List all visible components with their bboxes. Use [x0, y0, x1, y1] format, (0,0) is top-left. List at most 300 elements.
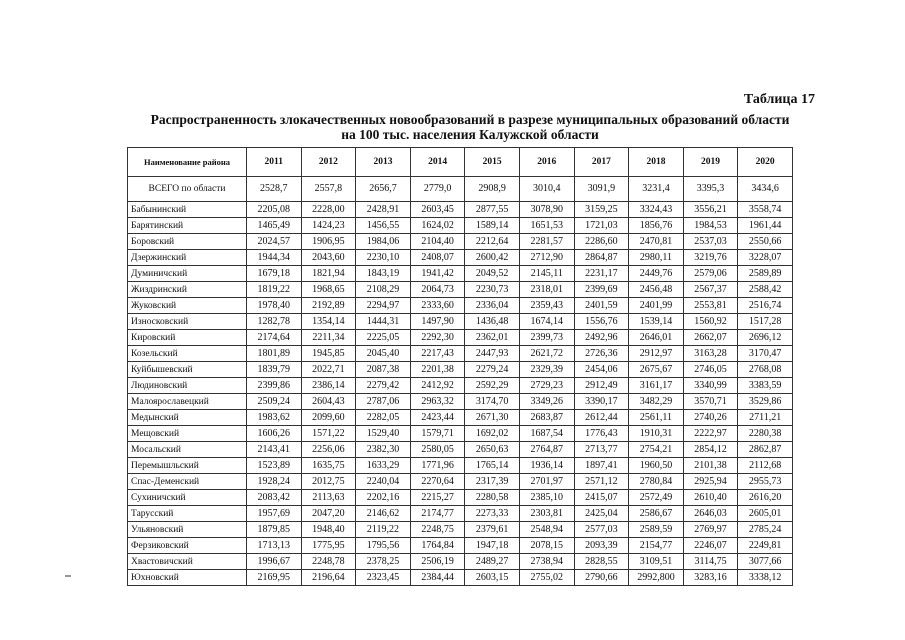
table-cell: 2230,10 [356, 250, 411, 266]
table-cell: 2650,63 [465, 442, 520, 458]
table-cell: 1984,06 [356, 234, 411, 250]
table-cell: 1906,95 [301, 234, 356, 250]
table-cell: 2769,97 [683, 522, 738, 538]
district-name: Мосальский [128, 442, 247, 458]
table-cell: 1856,76 [629, 218, 684, 234]
table-cell: 2740,26 [683, 410, 738, 426]
document-title-line-2: на 100 тыс. населения Калужской области [341, 127, 599, 142]
table-cell: 2412,92 [410, 378, 465, 394]
table-cell: 1978,40 [247, 298, 302, 314]
table-cell: 2955,73 [738, 474, 793, 490]
table-cell: 2610,40 [683, 490, 738, 506]
table-cell: 1436,48 [465, 314, 520, 330]
table-cell: 2604,43 [301, 394, 356, 410]
table-cell: 1633,29 [356, 458, 411, 474]
year-header: 2017 [574, 148, 629, 177]
table-cell: 1589,14 [465, 218, 520, 234]
table-cell: 1771,96 [410, 458, 465, 474]
total-cell: 3434,6 [738, 177, 793, 202]
table-cell: 2212,64 [465, 234, 520, 250]
table-cell: 2592,29 [465, 378, 520, 394]
table-cell: 3340,99 [683, 378, 738, 394]
table-cell: 3529,86 [738, 394, 793, 410]
table-row [128, 506, 793, 522]
table-cell: 2449,76 [629, 266, 684, 282]
table-cell: 2279,42 [356, 378, 411, 394]
table-cell: 1897,41 [574, 458, 629, 474]
table-cell: 2726,36 [574, 346, 629, 362]
table-cell: 2280,38 [738, 426, 793, 442]
table-cell: 1839,79 [247, 362, 302, 378]
table-cell: 2589,89 [738, 266, 793, 282]
table-cell: 2572,49 [629, 490, 684, 506]
table-cell: 2248,78 [301, 554, 356, 570]
district-name: Жиздринский [128, 282, 247, 298]
table-cell: 2064,73 [410, 282, 465, 298]
table-cell: 2228,00 [301, 202, 356, 218]
table-cell: 1941,42 [410, 266, 465, 282]
district-name: Жуковский [128, 298, 247, 314]
table-cell: 1983,62 [247, 410, 302, 426]
table-cell: 2580,05 [410, 442, 465, 458]
table-cell: 2579,06 [683, 266, 738, 282]
table-cell: 2600,42 [465, 250, 520, 266]
district-name-header: Наименование района [128, 148, 247, 177]
table-cell: 2754,21 [629, 442, 684, 458]
table-row [128, 314, 793, 330]
table-cell: 2589,59 [629, 522, 684, 538]
table-cell: 2385,10 [519, 490, 574, 506]
table-row [128, 458, 793, 474]
table-cell: 2489,27 [465, 554, 520, 570]
table-cell: 2701,97 [519, 474, 574, 490]
total-row [128, 177, 793, 202]
table-cell: 2078,15 [519, 538, 574, 554]
table-cell: 2646,01 [629, 330, 684, 346]
table-cell: 2112,68 [738, 458, 793, 474]
table-cell: 3228,07 [738, 250, 793, 266]
table-row [128, 266, 793, 282]
table-cell: 2279,24 [465, 362, 520, 378]
year-header: 2011 [247, 148, 302, 177]
table-cell: 2281,57 [519, 234, 574, 250]
table-cell: 2603,15 [465, 570, 520, 586]
table-cell: 3570,71 [683, 394, 738, 410]
table-cell: 2454,06 [574, 362, 629, 378]
table-cell: 2550,66 [738, 234, 793, 250]
table-cell: 1936,14 [519, 458, 574, 474]
table-cell: 2362,01 [465, 330, 520, 346]
district-name: Малоярославецкий [128, 394, 247, 410]
table-cell: 2318,01 [519, 282, 574, 298]
table-cell: 2246,07 [683, 538, 738, 554]
table-cell: 1606,26 [247, 426, 302, 442]
table-cell: 2231,17 [574, 266, 629, 282]
table-row [128, 234, 793, 250]
table-cell: 2196,64 [301, 570, 356, 586]
table-cell: 2561,11 [629, 410, 684, 426]
table-cell: 3558,74 [738, 202, 793, 218]
table-cell: 1801,89 [247, 346, 302, 362]
district-name: Людиновский [128, 378, 247, 394]
table-row [128, 362, 793, 378]
table-cell: 2675,67 [629, 362, 684, 378]
table-cell: 1821,94 [301, 266, 356, 282]
table-cell: 2379,61 [465, 522, 520, 538]
district-name: Бабынинский [128, 202, 247, 218]
table-row [128, 474, 793, 490]
table-row [128, 570, 793, 586]
table-cell: 2764,87 [519, 442, 574, 458]
table-cell: 2577,03 [574, 522, 629, 538]
table-cell: 2755,02 [519, 570, 574, 586]
table-cell: 1961,44 [738, 218, 793, 234]
table-row [128, 218, 793, 234]
table-cell: 2192,89 [301, 298, 356, 314]
district-name: Козельский [128, 346, 247, 362]
table-cell: 2104,40 [410, 234, 465, 250]
table-cell: 2217,43 [410, 346, 465, 362]
table-cell: 2215,27 [410, 490, 465, 506]
table-cell: 2280,58 [465, 490, 520, 506]
table-cell: 1910,31 [629, 426, 684, 442]
table-cell: 2087,38 [356, 362, 411, 378]
table-row [128, 394, 793, 410]
table-cell: 1984,53 [683, 218, 738, 234]
table-cell: 2012,75 [301, 474, 356, 490]
district-name: Юхновский [128, 570, 247, 586]
year-header: 2013 [356, 148, 411, 177]
table-cell: 2963,32 [410, 394, 465, 410]
table-cell: 2292,30 [410, 330, 465, 346]
table-cell: 2249,81 [738, 538, 793, 554]
table-cell: 1721,03 [574, 218, 629, 234]
table-cell: 1282,78 [247, 314, 302, 330]
table-cell: 2282,05 [356, 410, 411, 426]
table-cell: 1996,67 [247, 554, 302, 570]
table-cell: 3349,26 [519, 394, 574, 410]
table-cell: 2323,45 [356, 570, 411, 586]
table-cell: 2790,66 [574, 570, 629, 586]
table-cell: 1960,50 [629, 458, 684, 474]
table-cell: 2201,38 [410, 362, 465, 378]
table-cell: 2616,20 [738, 490, 793, 506]
total-cell: 3231,4 [629, 177, 684, 202]
table-cell: 3161,17 [629, 378, 684, 394]
table-cell: 1517,28 [738, 314, 793, 330]
table-cell: 2712,90 [519, 250, 574, 266]
table-cell: 1713,13 [247, 538, 302, 554]
table-cell: 2119,22 [356, 522, 411, 538]
table-cell: 2378,25 [356, 554, 411, 570]
table-number: Таблица 17 [743, 92, 815, 107]
table-cell: 2621,72 [519, 346, 574, 362]
table-cell: 1465,49 [247, 218, 302, 234]
table-cell: 2169,95 [247, 570, 302, 586]
table-cell: 2093,39 [574, 538, 629, 554]
table-cell: 2548,94 [519, 522, 574, 538]
table-row [128, 410, 793, 426]
table-cell: 2854,12 [683, 442, 738, 458]
table-cell: 3283,16 [683, 570, 738, 586]
table-cell: 3109,51 [629, 554, 684, 570]
year-header: 2016 [519, 148, 574, 177]
table-cell: 3482,29 [629, 394, 684, 410]
table-cell: 1879,85 [247, 522, 302, 538]
table-cell: 2146,62 [356, 506, 411, 522]
table-cell: 2049,52 [465, 266, 520, 282]
year-header: 2014 [410, 148, 465, 177]
table-cell: 2646,03 [683, 506, 738, 522]
district-name: Тарусский [128, 506, 247, 522]
table-cell: 1765,14 [465, 458, 520, 474]
table-cell: 2785,24 [738, 522, 793, 538]
table-cell: 2862,87 [738, 442, 793, 458]
table-cell: 2912,49 [574, 378, 629, 394]
table-cell: 2043,60 [301, 250, 356, 266]
year-header: 2019 [683, 148, 738, 177]
table-cell: 2571,12 [574, 474, 629, 490]
table-cell: 3163,28 [683, 346, 738, 362]
table-cell: 3174,70 [465, 394, 520, 410]
year-header: 2012 [301, 148, 356, 177]
district-name: Дзержинский [128, 250, 247, 266]
year-header: 2020 [738, 148, 793, 177]
table-cell: 1579,71 [410, 426, 465, 442]
table-cell: 2603,45 [410, 202, 465, 218]
table-cell: 2671,30 [465, 410, 520, 426]
district-name: Боровский [128, 234, 247, 250]
total-cell: 3395,3 [683, 177, 738, 202]
table-cell: 1556,76 [574, 314, 629, 330]
table-body [128, 177, 793, 586]
table-cell: 1624,02 [410, 218, 465, 234]
table-row [128, 378, 793, 394]
table-cell: 2492,96 [574, 330, 629, 346]
table-cell: 2925,94 [683, 474, 738, 490]
table-cell: 2768,08 [738, 362, 793, 378]
table-cell: 2045,40 [356, 346, 411, 362]
table-cell: 2108,29 [356, 282, 411, 298]
table-row [128, 330, 793, 346]
table-cell: 3556,21 [683, 202, 738, 218]
table-cell: 2386,14 [301, 378, 356, 394]
table-cell: 1944,34 [247, 250, 302, 266]
total-cell: 2656,7 [356, 177, 411, 202]
total-cell: 3010,4 [519, 177, 574, 202]
table-cell: 2612,44 [574, 410, 629, 426]
table-cell: 2864,87 [574, 250, 629, 266]
table-cell: 2567,37 [683, 282, 738, 298]
district-name: Думиничский [128, 266, 247, 282]
table-cell: 2605,01 [738, 506, 793, 522]
table-cell: 2425,04 [574, 506, 629, 522]
district-name: Барятинский [128, 218, 247, 234]
table-cell: 1529,40 [356, 426, 411, 442]
table-cell: 3078,90 [519, 202, 574, 218]
table-cell: 1776,43 [574, 426, 629, 442]
table-cell: 2586,67 [629, 506, 684, 522]
table-cell: 2992,800 [629, 570, 684, 586]
total-cell: 2779,0 [410, 177, 465, 202]
table-cell: 2447,93 [465, 346, 520, 362]
table-cell: 2359,43 [519, 298, 574, 314]
district-name: Хвастовичский [128, 554, 247, 570]
total-cell: 2557,8 [301, 177, 356, 202]
table-cell: 1674,14 [519, 314, 574, 330]
total-cell: 3091,9 [574, 177, 629, 202]
table-cell: 3077,66 [738, 554, 793, 570]
table-cell: 2787,06 [356, 394, 411, 410]
table-cell: 1571,22 [301, 426, 356, 442]
table-cell: 3159,25 [574, 202, 629, 218]
table-cell: 2738,94 [519, 554, 574, 570]
table-cell: 2711,21 [738, 410, 793, 426]
table-cell: 2537,03 [683, 234, 738, 250]
table-cell: 2174,64 [247, 330, 302, 346]
table-cell: 2211,34 [301, 330, 356, 346]
table-cell: 2780,84 [629, 474, 684, 490]
table-cell: 1651,53 [519, 218, 574, 234]
table-cell: 3338,12 [738, 570, 793, 586]
table-header-row [128, 148, 793, 177]
table-cell: 2683,87 [519, 410, 574, 426]
table-cell: 2428,91 [356, 202, 411, 218]
table-cell: 2222,97 [683, 426, 738, 442]
district-name: Кировский [128, 330, 247, 346]
table-cell: 2516,74 [738, 298, 793, 314]
table-cell: 2174,77 [410, 506, 465, 522]
table-cell: 3324,43 [629, 202, 684, 218]
table-cell: 1424,23 [301, 218, 356, 234]
table-cell: 2099,60 [301, 410, 356, 426]
table-cell: 2248,75 [410, 522, 465, 538]
table-cell: 2154,77 [629, 538, 684, 554]
table-cell: 2303,81 [519, 506, 574, 522]
table-cell: 1456,55 [356, 218, 411, 234]
year-header: 2015 [465, 148, 520, 177]
table-row [128, 346, 793, 362]
table-cell: 2382,30 [356, 442, 411, 458]
scan-mark [65, 575, 71, 577]
table-cell: 2713,77 [574, 442, 629, 458]
table-cell: 1764,84 [410, 538, 465, 554]
total-row-label: ВСЕГО по области [128, 177, 247, 202]
table-cell: 2113,63 [301, 490, 356, 506]
table-cell: 2333,60 [410, 298, 465, 314]
table-row [128, 538, 793, 554]
table-cell: 3390,17 [574, 394, 629, 410]
table-cell: 2456,48 [629, 282, 684, 298]
table-cell: 2240,04 [356, 474, 411, 490]
table-cell: 1692,02 [465, 426, 520, 442]
table-cell: 2205,08 [247, 202, 302, 218]
table-cell: 1539,14 [629, 314, 684, 330]
table-cell: 1843,19 [356, 266, 411, 282]
table-cell: 1354,14 [301, 314, 356, 330]
table-cell: 1968,65 [301, 282, 356, 298]
table-cell: 2729,23 [519, 378, 574, 394]
table-cell: 2401,59 [574, 298, 629, 314]
table-row [128, 282, 793, 298]
table-cell: 2230,73 [465, 282, 520, 298]
table-row [128, 490, 793, 506]
table-cell: 1819,22 [247, 282, 302, 298]
table-cell: 2022,71 [301, 362, 356, 378]
table-cell: 2143,41 [247, 442, 302, 458]
table-cell: 1775,95 [301, 538, 356, 554]
table-cell: 2399,69 [574, 282, 629, 298]
table-cell: 1928,24 [247, 474, 302, 490]
table-cell: 1795,56 [356, 538, 411, 554]
table-cell: 2384,44 [410, 570, 465, 586]
document-title-line-1: Распространенность злокачественных новообразований в разрезе муниципальных образований области [150, 112, 790, 127]
district-name: Сухиничский [128, 490, 247, 506]
table-cell: 2317,39 [465, 474, 520, 490]
district-name: Ферзиковский [128, 538, 247, 554]
district-name: Спас-Деменский [128, 474, 247, 490]
table-cell: 2083,42 [247, 490, 302, 506]
document-title [140, 112, 800, 142]
table-cell: 2145,11 [519, 266, 574, 282]
district-name: Куйбышевский [128, 362, 247, 378]
table-cell: 2746,05 [683, 362, 738, 378]
table-cell: 1687,54 [519, 426, 574, 442]
table-cell: 3219,76 [683, 250, 738, 266]
table-cell: 2286,60 [574, 234, 629, 250]
table-cell: 2470,81 [629, 234, 684, 250]
table-cell: 2877,55 [465, 202, 520, 218]
table-cell: 2101,38 [683, 458, 738, 474]
table-cell: 2662,07 [683, 330, 738, 346]
table-row [128, 202, 793, 218]
table-cell: 3383,59 [738, 378, 793, 394]
table-cell: 1560,92 [683, 314, 738, 330]
table-cell: 1497,90 [410, 314, 465, 330]
table-cell: 2270,64 [410, 474, 465, 490]
district-name: Ульяновский [128, 522, 247, 538]
table-row [128, 250, 793, 266]
table-row [128, 298, 793, 314]
total-cell: 2528,7 [247, 177, 302, 202]
table-cell: 3114,75 [683, 554, 738, 570]
table-cell: 2024,57 [247, 234, 302, 250]
incidence-table [127, 147, 793, 586]
table-row [128, 554, 793, 570]
table-row [128, 442, 793, 458]
table-cell: 2256,06 [301, 442, 356, 458]
table-cell: 3170,47 [738, 346, 793, 362]
table-row [128, 426, 793, 442]
table-cell: 1523,89 [247, 458, 302, 474]
table-cell: 2828,55 [574, 554, 629, 570]
table-cell: 2423,44 [410, 410, 465, 426]
table-cell: 2415,07 [574, 490, 629, 506]
table-cell: 1444,31 [356, 314, 411, 330]
table-cell: 2509,24 [247, 394, 302, 410]
district-name: Износковский [128, 314, 247, 330]
table-cell: 2912,97 [629, 346, 684, 362]
table-cell: 2588,42 [738, 282, 793, 298]
table-cell: 2202,16 [356, 490, 411, 506]
district-name: Мещовский [128, 426, 247, 442]
table-cell: 2047,20 [301, 506, 356, 522]
table-cell: 2408,07 [410, 250, 465, 266]
table-cell: 2225,05 [356, 330, 411, 346]
table-cell: 1679,18 [247, 266, 302, 282]
district-name: Медынский [128, 410, 247, 426]
table-cell: 2294,97 [356, 298, 411, 314]
